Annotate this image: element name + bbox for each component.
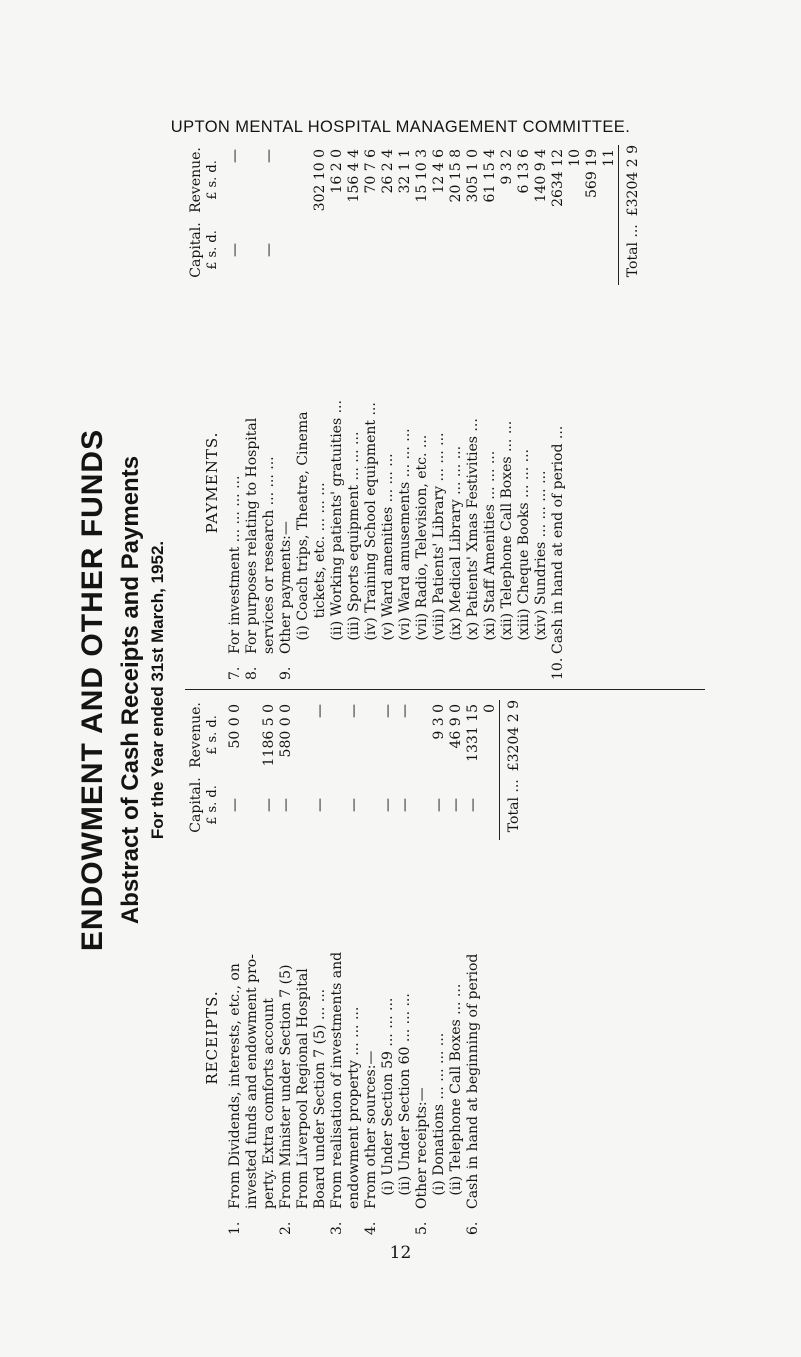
line-description: From realisation of investments and bbox=[329, 951, 345, 1209]
table-row bbox=[244, 700, 261, 1235]
revenue-amount: — bbox=[397, 704, 413, 718]
revenue-amount: 140 9 4 bbox=[533, 149, 549, 203]
table-row bbox=[499, 145, 516, 680]
table-row bbox=[261, 700, 278, 1235]
table-row bbox=[397, 700, 414, 1235]
period-title: For the Year ended 31st March, 1952. bbox=[148, 540, 167, 840]
receipts-total-rule bbox=[499, 700, 500, 840]
line-description: For purposes relating to Hospital bbox=[244, 417, 260, 654]
table-row bbox=[550, 145, 584, 680]
line-number: 8. bbox=[244, 666, 260, 680]
line-description: Other payments:— bbox=[278, 521, 294, 654]
capital-amount: — bbox=[278, 798, 294, 812]
payments-capital-header: Capital. £ s. d. bbox=[188, 222, 220, 278]
line-description: (v) Ward amenities ... ... ... bbox=[380, 453, 396, 654]
line-description: (ii) Telephone Call Boxes ... ... bbox=[448, 983, 464, 1209]
running-header: UPTON MENTAL HOSPITAL MANAGEMENT COMMITTEE. bbox=[170, 118, 631, 136]
capital-amount: — bbox=[261, 798, 277, 812]
page-number: 12 bbox=[389, 1243, 412, 1263]
line-description: (viii) Patients' Library ... ... ... bbox=[431, 432, 447, 654]
revenue-amount: 9 3 0 bbox=[431, 704, 447, 740]
payments-total-rule bbox=[618, 145, 619, 285]
line-number: 5. bbox=[414, 1221, 430, 1235]
line-description: (i) Donations ... ... ... ... bbox=[431, 1032, 447, 1209]
rotated-abstract bbox=[75, 145, 715, 1235]
table-row bbox=[312, 700, 329, 1235]
line-description: (iv) Training School equipment ... bbox=[363, 402, 379, 654]
table-row bbox=[363, 700, 380, 1235]
capital-amount: — bbox=[465, 798, 481, 812]
line-description: Cash in hand at end of period ... bbox=[550, 425, 566, 654]
revenue-amount: 15 10 3 bbox=[414, 149, 430, 203]
revenue-amount: 569 19 11 bbox=[584, 149, 617, 198]
line-number: 3. bbox=[329, 1221, 345, 1235]
line-number: 1. bbox=[227, 1221, 243, 1235]
revenue-amount: 6 13 6 bbox=[516, 149, 532, 194]
table-row bbox=[295, 700, 312, 1235]
receipts-heading: RECEIPTS. bbox=[203, 990, 221, 1085]
table-row bbox=[465, 700, 499, 1235]
payments-heading: PAYMENTS. bbox=[203, 431, 221, 534]
line-description: Other receipts:— bbox=[414, 1087, 430, 1209]
payments-table bbox=[227, 145, 618, 680]
capital-amount: — bbox=[448, 798, 464, 812]
line-description: (i) Under Section 59 ... ... ... bbox=[380, 997, 396, 1209]
revenue-amount: 70 7 6 bbox=[363, 149, 379, 194]
payments-header bbox=[185, 145, 221, 680]
table-row bbox=[380, 145, 397, 680]
line-description: Cash in hand at beginning of period bbox=[465, 953, 481, 1209]
line-number: 2. bbox=[278, 1221, 294, 1235]
table-row bbox=[227, 700, 244, 1235]
receipts-total-label: Total ... bbox=[506, 779, 522, 833]
payments-revenue-header: Revenue. £ s. d. bbox=[188, 147, 220, 213]
table-row bbox=[431, 700, 448, 1235]
line-description: (xiv) Sundries ... ... ... ... bbox=[533, 470, 549, 654]
table-row bbox=[414, 700, 431, 1235]
table-row bbox=[448, 700, 465, 1235]
revenue-amount: 20 15 8 bbox=[448, 149, 464, 203]
line-description: Board under Section 7 (5) ... ... bbox=[312, 988, 328, 1209]
revenue-amount: — bbox=[346, 704, 362, 718]
capital-amount: — bbox=[312, 798, 328, 812]
revenue-amount: 1331 15 0 bbox=[465, 704, 498, 762]
revenue-amount: 2634 12 10 bbox=[550, 149, 583, 207]
line-description: (ii) Working patients' gratuities ... bbox=[329, 400, 345, 654]
revenue-amount: 12 4 6 bbox=[431, 149, 447, 194]
revenue-amount: 9 3 2 bbox=[499, 149, 515, 185]
revenue-amount: 61 15 4 bbox=[482, 149, 498, 203]
payments-section bbox=[185, 145, 705, 680]
capital-amount: — bbox=[227, 243, 243, 257]
line-description: For investment ... ... ... ... bbox=[227, 475, 243, 654]
line-description: (vi) Ward amusements ... ... ... bbox=[397, 428, 413, 654]
capital-amount: — bbox=[431, 798, 447, 812]
receipts-revenue-header: Revenue. £ s. d. bbox=[188, 702, 220, 768]
line-description: (xii) Telephone Call Boxes ... ... bbox=[499, 420, 515, 654]
receipts-total-value: £3204 2 9 bbox=[506, 700, 522, 772]
table-row bbox=[414, 145, 431, 680]
line-description: (iii) Sports equipment ... ... ... bbox=[346, 431, 362, 654]
subtitle: Abstract of Cash Receipts and Payments bbox=[117, 455, 144, 925]
line-description: (xiii) Cheque Books ... ... ... bbox=[516, 449, 532, 654]
revenue-amount: 26 2 4 bbox=[380, 149, 396, 194]
main-title: ENDOWMENT AND OTHER FUNDS bbox=[76, 428, 109, 952]
line-description: invested funds and endowment pro- bbox=[244, 954, 260, 1209]
table-row bbox=[278, 145, 295, 680]
payments-total bbox=[623, 145, 643, 680]
capital-amount: — bbox=[380, 798, 396, 812]
receipts-table bbox=[227, 700, 499, 1235]
revenue-amount: 305 1 0 bbox=[465, 149, 481, 203]
line-description: (x) Patients' Xmas Festivities ... bbox=[465, 418, 481, 654]
revenue-amount: — bbox=[261, 149, 277, 163]
table-row bbox=[584, 145, 618, 680]
receipts-capital-header: Capital. £ s. d. bbox=[188, 777, 220, 833]
line-description: From Liverpool Regional Hospital bbox=[295, 968, 311, 1209]
line-description: From Minister under Section 7 (5) bbox=[278, 964, 294, 1209]
revenue-amount: 46 9 0 bbox=[448, 704, 464, 749]
revenue-amount: 156 4 4 bbox=[346, 149, 362, 203]
payments-total-value: £3204 2 9 bbox=[625, 145, 641, 217]
table-row bbox=[397, 145, 414, 680]
table-row bbox=[227, 145, 244, 680]
line-description: tickets, etc. ... ... ... bbox=[312, 482, 328, 654]
revenue-amount: — bbox=[380, 704, 396, 718]
table-row bbox=[329, 145, 346, 680]
line-description: (ix) Medical Library ... ... ... bbox=[448, 445, 464, 654]
line-description: (vii) Radio, Television, etc. ... bbox=[414, 434, 430, 654]
line-description: (i) Coach trips, Theatre, Cinema bbox=[295, 411, 311, 654]
column-divider bbox=[185, 689, 705, 690]
line-description: services or research ... ... ... bbox=[261, 456, 277, 654]
table-row bbox=[329, 700, 346, 1235]
capital-amount: — bbox=[397, 798, 413, 812]
table-row bbox=[448, 145, 465, 680]
line-description: perty. Extra comforts account bbox=[261, 998, 277, 1209]
table-row bbox=[431, 145, 448, 680]
capital-amount: — bbox=[346, 798, 362, 812]
receipts-total bbox=[504, 700, 524, 1235]
line-number: 7. bbox=[227, 666, 243, 680]
revenue-amount: 1186 5 0 bbox=[261, 704, 277, 767]
table-row bbox=[346, 700, 363, 1235]
table-row bbox=[465, 145, 482, 680]
table-row bbox=[533, 145, 550, 680]
line-number: 4. bbox=[363, 1221, 379, 1235]
capital-amount: — bbox=[261, 243, 277, 257]
line-number: 9. bbox=[278, 666, 294, 680]
line-description: endowment property ... ... ... bbox=[346, 1006, 362, 1209]
table-row bbox=[516, 145, 533, 680]
revenue-amount: 16 2 0 bbox=[329, 149, 345, 194]
table-row bbox=[482, 145, 499, 680]
revenue-amount: 302 10 0 bbox=[312, 149, 328, 212]
table-row bbox=[346, 145, 363, 680]
revenue-amount: 32 1 1 bbox=[397, 149, 413, 194]
line-number: 10. bbox=[550, 657, 566, 680]
line-description: (xi) Staff Amenities ... ... ... bbox=[482, 450, 498, 654]
receipts-section bbox=[185, 700, 705, 1235]
table-row bbox=[312, 145, 329, 680]
table-row bbox=[380, 700, 397, 1235]
revenue-amount: — bbox=[312, 704, 328, 718]
revenue-amount: 580 0 0 bbox=[278, 704, 294, 758]
line-description: (ii) Under Section 60 ... ... ... bbox=[397, 993, 413, 1209]
title-block bbox=[75, 145, 169, 1235]
line-number: 6. bbox=[465, 1221, 481, 1235]
table-row bbox=[244, 145, 261, 680]
line-description: From other sources:— bbox=[363, 1050, 379, 1209]
table-row bbox=[363, 145, 380, 680]
payments-total-label: Total ... bbox=[625, 224, 641, 278]
capital-amount: — bbox=[227, 798, 243, 812]
table-row bbox=[261, 145, 278, 680]
line-description: From Dividends, interests, etc., on bbox=[227, 963, 243, 1209]
table-row bbox=[295, 145, 312, 680]
revenue-amount: — bbox=[227, 149, 243, 163]
table-row bbox=[278, 700, 295, 1235]
revenue-amount: 50 0 0 bbox=[227, 704, 243, 749]
receipts-header bbox=[185, 700, 221, 1235]
